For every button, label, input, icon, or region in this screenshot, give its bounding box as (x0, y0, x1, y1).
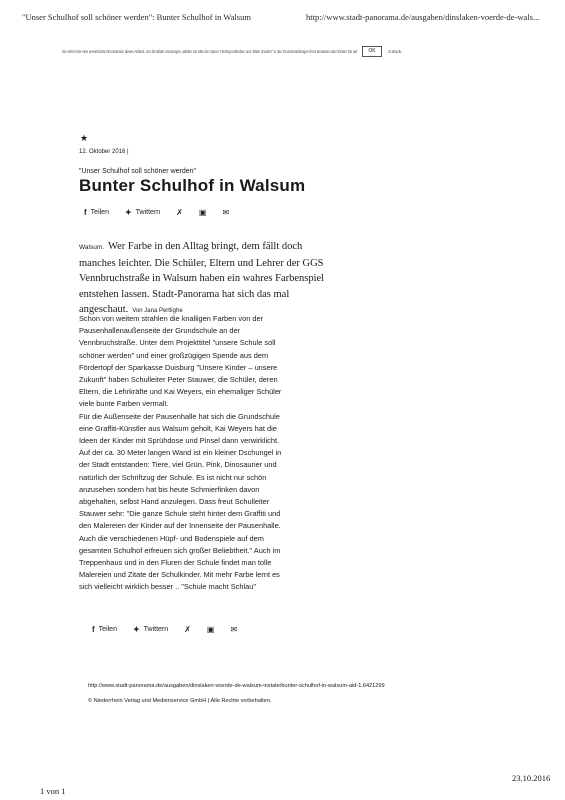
share-twitter-label: Twittern (135, 208, 161, 216)
article-place: Walsum. (79, 244, 105, 251)
body-line: abgehalten, selbst Hand anzulegen. Dass freut Schulleiter (79, 497, 270, 507)
body-line: Auch die verschiedenen Hüpf- und Bodenspiele auf dem (79, 533, 264, 543)
notice-tail: zurück. (388, 49, 403, 54)
facebook-icon: f (92, 624, 95, 634)
print-date: 23.10.2016 (512, 773, 551, 783)
body-line: anzusehen sondern hat bis heute Schmierfinken davon (79, 484, 260, 494)
article-lead-text: Wer Farbe in den Alltag bringt, dem fällt doch manches leichter. Die Schüler, Eltern und Lehrer der GGS Vennbruchstraße in Walsum haben ein wahres Farbenspiel entstehen lassen. Stadt-Panorama hat sich das mal angeschaut. (79, 241, 325, 315)
body-line: den Malereien der Kinder auf der Innenseite der Pausenhalle. (79, 521, 281, 531)
body-line: sich vielleicht wirklich besser .. "Schule macht Schlau" (79, 582, 256, 592)
body-line: Malereien und Zitate der Schulkinder. Mit mehr Farbe lernt es (79, 570, 280, 580)
xing-icon[interactable]: ✗ (184, 624, 191, 634)
star-icon[interactable]: ★ (80, 133, 89, 143)
twitter-icon: ✦ (132, 624, 140, 634)
body-line: Fördertopf der Sparkasse Duisburg "Unsere Kinder – unsere (79, 362, 278, 372)
body-line: Zukunft" haben Schulleiter Peter Stauwer, die Schüler, deren (79, 375, 278, 385)
share-twitter-label: Twittern (143, 625, 169, 633)
body-line: Vennbruchstraße. Unter dem Projekttitel "unsere Schule soll (79, 338, 276, 348)
body-line: Stauwer sehr: "Die ganze Schule steht hinter dem Graffiti und (79, 509, 281, 519)
share-bar-bottom (92, 623, 253, 635)
body-line: Ideen der Kinder mit Sprühdose und Pinsel dann verwirklicht. (79, 436, 280, 446)
body-line: viele bunte Farben vermalt. (79, 399, 169, 409)
share-twitter-button[interactable] (133, 625, 168, 634)
email-icon[interactable]: ✉ (230, 624, 238, 634)
share-facebook-button[interactable] (92, 625, 117, 634)
body-line: Für die Außenseite der Pausenhalle hat sich die Grundschule (79, 411, 280, 421)
body-line: Auf der ca. 30 Meter langen Wand ist ein kleiner Dschungel in (79, 448, 282, 458)
linkedin-icon[interactable]: ▣ (198, 207, 207, 217)
body-line: Pausenhallenaußenseite der Grundschule an der (79, 326, 241, 336)
article-kicker: "Unser Schulhof soll schöner werden" (79, 168, 197, 175)
share-twitter-button[interactable] (125, 208, 160, 217)
linkedin-icon[interactable]: ▣ (206, 624, 215, 634)
share-facebook-label: Teilen (90, 208, 109, 216)
share-facebook-button[interactable] (84, 208, 109, 217)
print-header-title: "Unser Schulhof soll schöner werden": Bunter Schulhof in Walsum (22, 12, 251, 22)
xing-icon[interactable]: ✗ (176, 207, 183, 217)
print-page-number: 1 von 1 (40, 786, 66, 796)
body-line: Eltern, die Lehrkräfte und Kai Weyers, ein ehemaliger Schüler (79, 387, 282, 397)
body-line: eine Graffiti-Künstler aus Walsum geholt, Kai Weyers hat die (79, 423, 277, 433)
print-header-url: http://www.stadt-panorama.de/ausgaben/dinslaken-voerde-de-wals... (306, 12, 540, 22)
article-author: Von Jana Pertlighe (132, 308, 183, 314)
article-headline: Bunter Schulhof in Walsum (79, 176, 306, 195)
share-bar-top (84, 206, 245, 218)
share-facebook-label: Teilen (98, 625, 117, 633)
notice-ok-button[interactable]: OK (362, 46, 382, 57)
article-body (79, 313, 341, 594)
footer-url: http://www.stadt-panorama.de/ausgaben/dinslaken-voerde-de-walsum-instate/bunter-schulhof-in-walsum-aid-1.6421299 (88, 683, 385, 689)
body-line: schöner werden" und einer großzügigen Spende aus dem (79, 350, 269, 360)
article-date: 12. Oktober 2016 | (79, 149, 129, 155)
footer-copyright: © Niederrhein Verlag und Medienservice GmbH | Alle Rechte vorbehalten. (88, 698, 272, 704)
print-notice: Sie sehen hier eine vereinfachte Druckversion dieses Artikels. Um die Bilder anzuzeigen, wählen Sie bitte die Option "Hintergrundfarben und -bilder drucken" in den Druckeinstellungen Ihres Browsers oder klicken Sie auf (62, 49, 358, 54)
twitter-icon: ✦ (124, 207, 132, 217)
body-line: Treppenhaus und in den Fluren der Schule findet man tolle (79, 558, 272, 568)
body-line: gesamten Schulhof erfreuen sich großer Beliebtheit." Auch im (79, 545, 281, 555)
body-line: natürlich der Schriftzug der Schule. Es ist nicht nur schön (79, 472, 267, 482)
body-line: Schon von weitem strahlen die knalligen Farben von der (79, 314, 264, 323)
email-icon[interactable]: ✉ (222, 207, 230, 217)
facebook-icon: f (84, 207, 87, 217)
article-lead (79, 239, 341, 320)
body-line: der Stadt entstanden: Tiere, viel Grün, Pink, Dinosaurier und (79, 460, 277, 470)
